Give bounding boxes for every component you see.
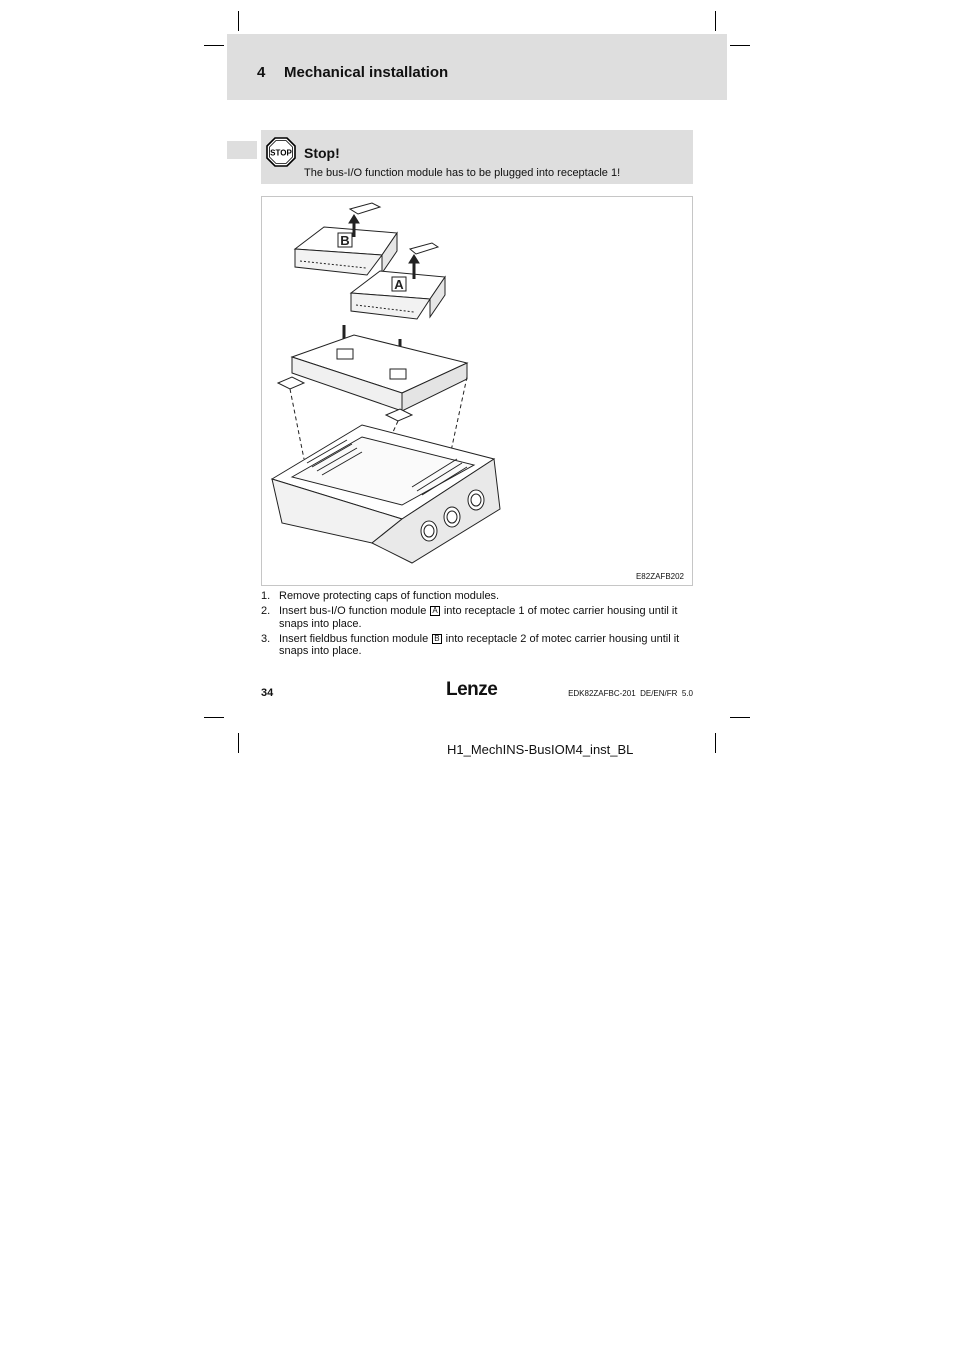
chapter-number: 4 <box>257 64 266 81</box>
module-ref-box-b: B <box>434 633 440 643</box>
chapter-title: Mechanical installation <box>284 64 449 81</box>
installation-steps <box>261 590 693 660</box>
stop-sign-icon <box>266 137 296 167</box>
side-tab-marker <box>227 141 257 159</box>
step-text <box>279 605 693 630</box>
list-item <box>261 633 693 658</box>
crop-mark-bottom-right-v <box>715 733 716 753</box>
installation-figure <box>261 196 693 586</box>
step-text <box>279 633 693 658</box>
crop-mark-top-left-h <box>204 45 224 46</box>
page-number: 34 <box>261 687 274 699</box>
step-number: 3. <box>261 632 271 645</box>
chapter-heading <box>257 64 448 81</box>
list-item <box>261 605 693 630</box>
stop-title: Stop! <box>304 145 340 161</box>
figure-code: E82ZAFB202 <box>635 572 684 581</box>
file-name: H1_MechINS-BusIOM4_inst_BL <box>447 742 634 757</box>
step-number: 1. <box>261 590 271 602</box>
crop-mark-bottom-left-h <box>204 717 224 718</box>
module-ref-box-a: A <box>432 606 438 615</box>
carrier-plate <box>278 335 467 421</box>
stop-icon-label: STOP <box>270 148 292 158</box>
step-text-post: into receptacle 1 of motec carrier housing until it snaps into place. <box>279 605 678 630</box>
crop-mark-bottom-left-v <box>238 733 239 753</box>
motec-carrier-housing <box>272 425 500 563</box>
label-b: B <box>340 233 350 248</box>
step-text-main: Remove protecting caps of function modules. <box>279 590 500 602</box>
document-reference: EDK82ZAFBC-201 DE/EN/FR 5.0 <box>568 689 693 698</box>
step-text-post: into receptacle 2 of motec carrier housing until it snaps into place. <box>279 632 680 657</box>
label-a: A <box>394 277 404 292</box>
list-item <box>261 590 693 603</box>
crop-mark-top-right-h <box>730 45 750 46</box>
step-text-pre: Insert fieldbus function module <box>279 632 429 645</box>
lenze-logo: Lenze <box>446 679 498 700</box>
stop-text: The bus-I/O function module has to be plugged into receptacle 1! <box>304 167 621 179</box>
step-text <box>279 590 693 603</box>
step-text-pre: Insert bus-I/O function module <box>279 605 427 617</box>
installation-drawing <box>262 197 692 585</box>
step-number: 2. <box>261 605 271 617</box>
crop-mark-bottom-right-h <box>730 717 750 718</box>
crop-mark-top-right-v <box>715 11 716 31</box>
crop-mark-top-left-v <box>238 11 239 31</box>
